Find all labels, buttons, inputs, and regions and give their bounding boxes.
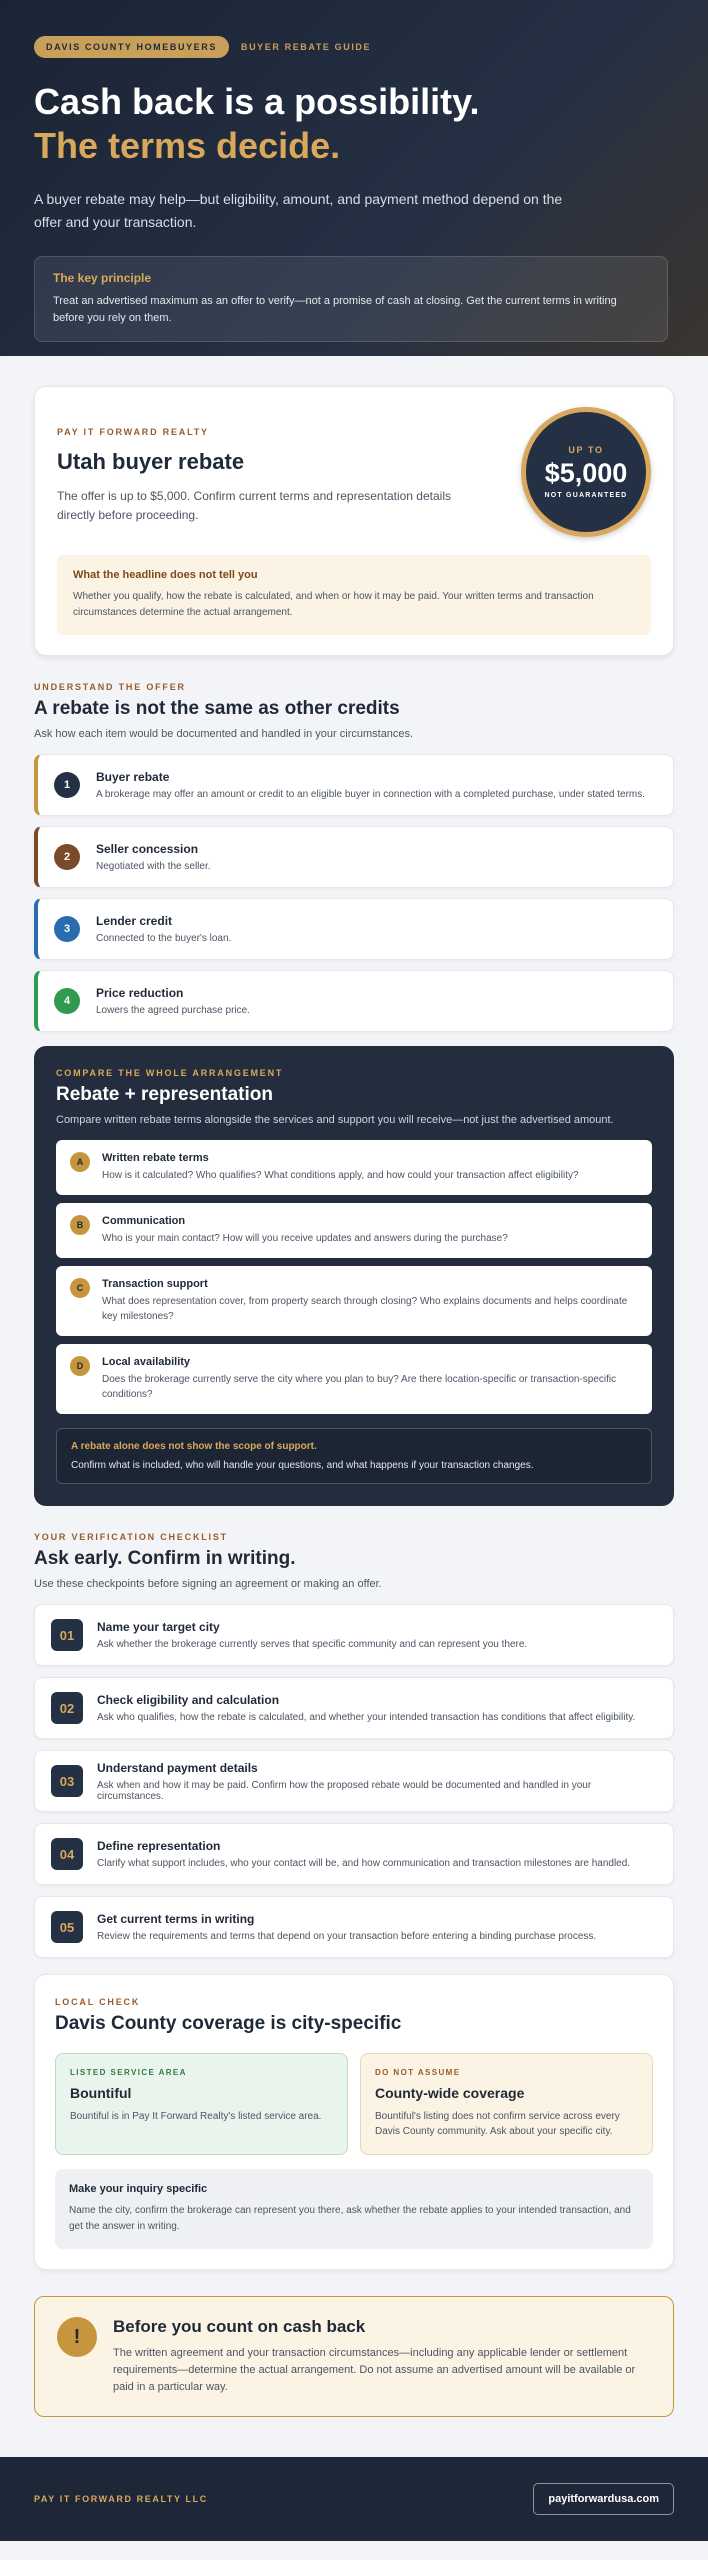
compare-title: Rebate + representation (56, 1084, 273, 1105)
offer-eyebrow: PAY IT FORWARD REALTY (57, 427, 209, 437)
understand-eyebrow: UNDERSTAND THE OFFER (34, 682, 186, 692)
checklist-number: 04 (51, 1838, 83, 1870)
checklist-body (97, 1693, 635, 1723)
checklist-item (34, 1750, 674, 1812)
checklist-title: Understand payment details (97, 1760, 258, 1775)
final-title: Before you count on cash back (113, 2317, 366, 2336)
local-grid (55, 2053, 653, 2155)
compare-item (56, 1344, 652, 1414)
scope-note-text: Confirm what is included, who will handle your questions, and what happens if your transaction changes. (71, 1460, 534, 1471)
credit-body (96, 842, 211, 872)
compare-body (102, 1356, 638, 1402)
footer-brand: PAY IT FORWARD REALTY LLC (34, 2494, 208, 2504)
credit-number: 1 (54, 772, 80, 798)
understand-title: A rebate is not the same as other credits (34, 698, 400, 719)
checklist-item (34, 1896, 674, 1958)
badge-amount: $5,000 (544, 458, 628, 488)
inquiry-box (55, 2169, 653, 2249)
compare-item-description: What does representation cover, from property search through closing? Who explains documents and helps coordinate key milestones? (102, 1296, 628, 1322)
local-check-card (34, 1974, 674, 2270)
credit-item (34, 826, 674, 888)
checklist-item (34, 1677, 674, 1739)
checklist-title: Ask early. Confirm in writing. (34, 1548, 296, 1569)
compare-item-title: Written rebate terms (102, 1152, 209, 1164)
final-warning (34, 2296, 674, 2417)
understand-section (34, 682, 674, 1032)
checklist-description: Clarify what support includes, who your contact will be, and how communication and transaction milestones are handled. (97, 1858, 631, 1869)
compare-item-title: Local availability (102, 1356, 191, 1368)
checklist-body (97, 1620, 527, 1650)
assume-eyebrow: DO NOT ASSUME (375, 2068, 461, 2077)
credit-number: 2 (54, 844, 80, 870)
credit-title: Lender credit (96, 914, 173, 928)
compare-item (56, 1140, 652, 1195)
headline-note-text: Whether you qualify, how the rebate is calculated, and when or how it may be paid. Your written terms and transaction circumstances determine the actual arrangement. (73, 591, 594, 618)
credit-title: Price reduction (96, 986, 184, 1000)
checklist-body (97, 1912, 596, 1942)
rebate-amount-badge (521, 407, 651, 537)
audience-pill: DAVIS COUNTY HOMEBUYERS (34, 36, 229, 58)
compare-item-description: How is it calculated? Who qualifies? What conditions apply, and how could your transaction affect eligibility? (102, 1170, 579, 1181)
key-principle-title: The key principle (53, 271, 152, 285)
understand-subtitle: Ask how each item would be documented and handled in your circumstances. (34, 728, 414, 740)
credit-body (96, 770, 645, 800)
local-eyebrow: LOCAL CHECK (55, 1997, 141, 2007)
checklist-title: Define representation (97, 1839, 221, 1853)
offer-card (34, 386, 674, 656)
credit-description: Lowers the agreed purchase price. (96, 1005, 250, 1016)
checklist-title: Name your target city (97, 1620, 220, 1634)
compare-item (56, 1266, 652, 1336)
compare-section (34, 1046, 674, 1506)
checklist-description: Ask when and how it may be paid. Confirm how the proposed rebate would be documented and handled in your circumstances. (97, 1779, 592, 1802)
checklist-list (34, 1604, 674, 1958)
compare-eyebrow: COMPARE THE WHOLE ARRANGEMENT (56, 1068, 284, 1078)
local-title: Davis County coverage is city-specific (55, 2013, 402, 2034)
hero-title-accent: The terms decide. (34, 125, 341, 166)
hero-subtitle: A buyer rebate may help—but eligibility, amount, and payment method depend on the offer and your transaction. (34, 191, 563, 230)
compare-subtitle: Compare written rebate terms alongside the services and support you will receive—not just the advertised amount. (56, 1114, 614, 1126)
compare-item (56, 1203, 652, 1258)
checklist-title: Get current terms in writing (97, 1912, 255, 1926)
credit-body (96, 986, 250, 1016)
checklist-number: 02 (51, 1692, 83, 1724)
final-body (113, 2317, 651, 2396)
final-text: The written agreement and your transaction circumstances—including any applicable lender or settlement requirements—determine the actual arrangement. Do not assume an advertised amount will be available or paid in a particular way. (113, 2347, 636, 2393)
compare-body (102, 1215, 508, 1246)
compare-item-description: Who is your main contact? How will you receive updates and answers during the purchase? (102, 1233, 508, 1244)
listed-text: Bountiful is in Pay It Forward Realty's listed service area. (70, 2111, 322, 2122)
scope-note-title: A rebate alone does not show the scope of support. (71, 1441, 317, 1452)
checklist-number: 05 (51, 1911, 83, 1943)
checklist-eyebrow: YOUR VERIFICATION CHECKLIST (34, 1532, 228, 1542)
compare-list (56, 1140, 652, 1414)
credit-description: A brokerage may offer an amount or credit to an eligible buyer in connection with a completed purchase, under stated terms. (96, 789, 646, 800)
credit-list (34, 754, 674, 1032)
credit-number: 3 (54, 916, 80, 942)
checklist-section (34, 1532, 674, 1958)
offer-description: The offer is up to $5,000. Confirm current terms and representation details directly before proceeding. (57, 489, 451, 522)
credit-description: Connected to the buyer's loan. (96, 933, 232, 944)
key-principle-text: Treat an advertised maximum as an offer to verify—not a promise of cash at closing. Get the current terms in writing before you rely on them. (53, 295, 617, 324)
badge-up-to: UP TO (568, 445, 604, 455)
guide-tag: BUYER REBATE GUIDE (240, 42, 372, 52)
compare-body (102, 1278, 638, 1324)
compare-item-title: Communication (102, 1215, 186, 1227)
website-link[interactable]: payitforwardusa.com (533, 2483, 674, 2515)
listed-eyebrow: LISTED SERVICE AREA (70, 2068, 187, 2077)
credit-item (34, 970, 674, 1032)
credit-description: Negotiated with the seller. (96, 861, 211, 872)
inquiry-title: Make your inquiry specific (69, 2183, 208, 2195)
scope-note (56, 1428, 652, 1484)
hero-section (0, 0, 708, 356)
compare-letter: B (70, 1215, 90, 1235)
exclamation-icon: ! (57, 2317, 97, 2357)
checklist-item (34, 1604, 674, 1666)
compare-item-title: Transaction support (102, 1278, 208, 1290)
inquiry-text: Name the city, confirm the brokerage can represent you there, ask whether the rebate applies to your intended transaction, and get the answer in writing. (69, 2205, 631, 2232)
credit-number: 4 (54, 988, 80, 1014)
headline-note-title: What the headline does not tell you (73, 569, 258, 581)
badge-not-guaranteed: NOT GUARANTEED (544, 492, 628, 499)
checklist-description: Ask who qualifies, how the rebate is calculated, and whether your intended transaction has conditions that affect eligibility. (97, 1712, 636, 1723)
credit-title: Seller concession (96, 842, 199, 856)
compare-letter: A (70, 1152, 90, 1172)
checklist-description: Review the requirements and terms that depend on your transaction before entering a binding purchase process. (97, 1931, 597, 1942)
credit-item (34, 898, 674, 960)
assume-text: Bountiful's listing does not confirm service across every Davis County community. Ask about your specific city. (375, 2111, 620, 2137)
checklist-body (97, 1839, 630, 1869)
do-not-assume-box (360, 2053, 653, 2155)
credit-item (34, 754, 674, 816)
checklist-description: Ask whether the brokerage currently serves that specific community and can represent you there. (97, 1639, 528, 1650)
assume-title: County-wide coverage (375, 2085, 525, 2101)
credit-body (96, 914, 231, 944)
credit-title: Buyer rebate (96, 770, 170, 784)
headline-note (57, 555, 651, 635)
checklist-item (34, 1823, 674, 1885)
checklist-title: Check eligibility and calculation (97, 1693, 280, 1707)
footer (0, 2457, 708, 2541)
main-content (0, 356, 708, 2447)
compare-item-description: Does the brokerage currently serve the city where you plan to buy? Are there location-specific or transaction-specific conditions? (102, 1374, 617, 1400)
compare-body (102, 1152, 579, 1183)
checklist-body (97, 1761, 657, 1802)
compare-letter: D (70, 1356, 90, 1376)
listed-title: Bountiful (70, 2085, 132, 2101)
offer-title: Utah buyer rebate (57, 449, 245, 474)
compare-letter: C (70, 1278, 90, 1298)
hero-title: Cash back is a possibility. (34, 81, 480, 122)
hero-tags (34, 36, 674, 58)
checklist-number: 01 (51, 1619, 83, 1651)
listed-service-area-box (55, 2053, 348, 2155)
checklist-subtitle: Use these checkpoints before signing an agreement or making an offer. (34, 1578, 382, 1590)
checklist-number: 03 (51, 1765, 83, 1797)
key-principle-box (34, 256, 668, 342)
